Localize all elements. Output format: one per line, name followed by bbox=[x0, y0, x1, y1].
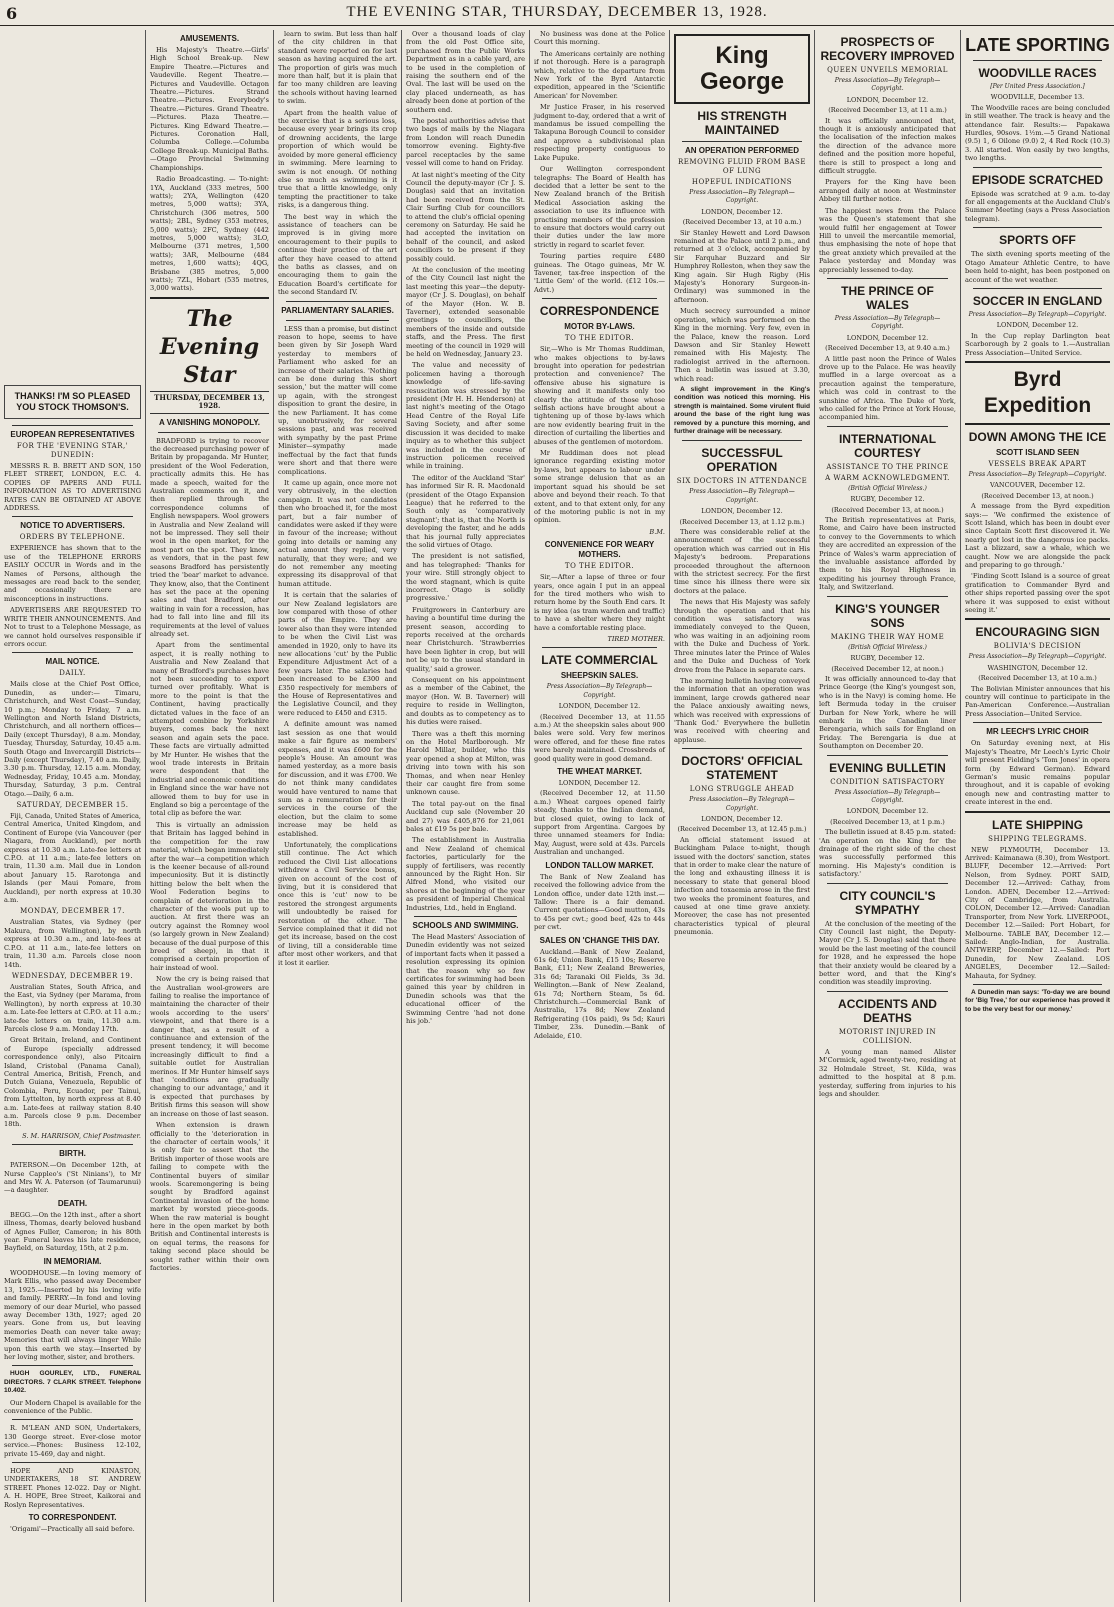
accidents-paragraph: A young man named Alister M'Cormick, aged twenty-two, residing at 32 Holmdale Street, St. Kilda, was admitted to the hospital at 8 p.m. yesterday, suffering from injuries to his legs and shoulder. bbox=[819, 1047, 956, 1098]
hope-ad: HOPE AND KINASTON, UNDERTAKERS, 18 ST. ANDREW STREET. Phones 12-022. Day or Night. A. H. HOPE, Bree Street, Kaikorai and Roslyn Representatives. bbox=[4, 1467, 141, 1509]
younger-sons-sub: MAKING THEIR WAY HOME bbox=[830, 632, 945, 641]
mail-monday-text: Australian States, via Sydney (per Makura, from Wellington), by north express at 10.30 a.m., and late-fees at C.P.O. at 11 a.m., late-fee letters on train, 11.30 a.m. Parcels close noon 14th. bbox=[4, 918, 141, 969]
news-paragraph: The establishment in Australia and New Zealand of chemical factories, particularly for the supply of fertilisers, was recently announced by the Right Hon. Sir Alfred Mond, who visited our shores at the beginning of the year as president of Imperial Chemical Industries, Ltd., held in England. bbox=[406, 836, 525, 912]
byrd-headline: Byrd Expedition bbox=[983, 367, 1092, 417]
news-paragraph: Consequent on his appointment as a member of the Cabinet, the mayor (Hon. W. B. Taverner) will require to reside in Wellington, and doubts as to competency as to his duties were raised. bbox=[406, 676, 525, 727]
younger-sons-heading: KING'S YOUNGER SONS bbox=[835, 601, 940, 630]
byrd-credit: Press Association—By Telegraph—Copyright. bbox=[968, 470, 1107, 478]
evening-bulletin-paragraph: The bulletin issued at 8.45 p.m. stated: 'An operation on the King for the drainage of the right side of the chest was successfully performed this morning. His Majesty's condition is satisfactory.' bbox=[819, 828, 956, 879]
amusements-text: His Majesty's Theatre.—Girls' High School Break-up. New Empire Theatre.—Pictures and Vaudeville. Regent Theatre.—Pictures and Vaudeville. Octagon Theatre.—Pictures. Strand Theatre.—Pictures. Everybody's Theatre.—Pictures. Grand Theatre.—Pictures. Plaza Theatre.—Pictures. King Edward Theatre.—Pictures. Coronation Hall, Columba College.—Columba College Break-up. Municipal Baths.—Otago Provincial Swimming Championships. bbox=[150, 46, 269, 172]
king-george-paragraph: Sir Stanley Hewett and Lord Dawson remained at the Palace until 2 p.m., and returned at 3 o'clock, accompanied by Sir Farquhar Buzzard and Sir Humphrey Rolleston, when they saw the King again. Sir Hugh Rigby (His Majesty's Honorary Surgeon-in-Ordinary) was summoned in the afternoon. bbox=[674, 228, 810, 304]
intl-courtesy-sub: ASSISTANCE TO THE PRINCE bbox=[826, 462, 949, 471]
running-head: THE EVENING STAR, THURSDAY, DECEMBER 13, 1928. bbox=[346, 4, 768, 20]
soccer-credit: Press Association—By Telegraph—Copyright. bbox=[968, 310, 1107, 318]
editorial-paragraph: The best way in which the assistance of teachers can be improved is in giving more encouragement to their pupils to continue their practice of the art after they have ceased to attend the baths as classes, and on encouraging them to gain the Education Board's certificate for the second Standard IV. bbox=[278, 212, 397, 297]
accidents-sub: MOTORIST INJURED IN COLLISION. bbox=[838, 1027, 937, 1045]
parliament-paragraph: Unfortunately, the complications still continue. The Act which reduced the Civil List allocations withdrew a Civil Service bonus, given on account of the cost of living, but it is considered that once this is 'cut' now to be restored the strongest arguments will undoubtedly be raised for restoration of the other. The Service complained that it did not get its increase, based on the cost of living, till a considerable time after most other workers, and that it lost it earlier. bbox=[278, 840, 397, 967]
byrd-received: (Received December 13, at noon.) bbox=[981, 491, 1094, 500]
big-tree-ad: A Dunedin man says: 'To-day we are bound for 'Big Tree,' for our experience has proved it to be the very best for our money.' bbox=[965, 989, 1110, 1013]
mail-wednesday-text: Australian States, South Africa, and the East, via Sydney (per Marama, from Wellington), by north express at 10.30 a.m. Late-fee letters at C.P.O. at 11 a.m.; late-fee letters on train, 11.30 a.m. Parcels close 9 a.m. Monday 17th. bbox=[4, 982, 141, 1033]
lyric-choir-heading: MR LEECH'S LYRIC CHOIR bbox=[986, 727, 1089, 737]
motor-heading: MOTOR BY-LAWS. bbox=[564, 322, 635, 332]
younger-sons-received: (Received December 12, at noon.) bbox=[831, 664, 944, 673]
encouraging-sign-credit: Press Association—By Telegraph—Copyright. bbox=[968, 653, 1107, 661]
weary-heading: CONVENIENCE FOR WEARY MOTHERS. bbox=[544, 540, 655, 560]
column-4 bbox=[401, 30, 529, 1602]
prince-paragraph: A little past noon the Prince of Wales drove up to the Palace. He was heavily muffled in a large overcoat as a precaution against the temperature, which was cold in contrast to the sunshine of Africa. The Duke of York, who called for the Prince at York House, accompanied him. bbox=[819, 354, 956, 422]
byrd-sub-3: VESSELS BREAK APART bbox=[988, 459, 1087, 468]
mail-daily: DAILY. bbox=[59, 669, 86, 678]
parliament-paragraph: LESS than a promise, but distinct reason to hope, seems to have been given by Sir Joseph Ward yesterday to members of Parliament who asked for an increase of their salaries. 'Nothing can be done during this short session,' but the matter will come up again, with the strongest disposition to grant the desire, in the new Parliament. It has come up, unobtrusively, for several sessions past, and was received with sympathy by the past Prime Minister—sympathy made ineffectual by the fact that funds were short and that there were complications. bbox=[278, 324, 397, 476]
sheepskin-credit: Press Association—By Telegraph—Copyright. bbox=[546, 683, 653, 699]
byrd-sub-2: SCOTT ISLAND SEEN bbox=[995, 447, 1080, 457]
evening-bulletin-dateline: LONDON, December 12. bbox=[846, 807, 929, 816]
news-paragraph: The Americans certainly are nothing if not thorough. Here is a paragraph which, relative to the departure from New York of the Byrd Antarctic expedition, appeared in the 'Scientific American' for November. bbox=[534, 49, 665, 100]
notice-text-2: ADVERTISERS ARE REQUESTED TO WRITE THEIR ANNOUNCEMENTS. And Not to trust to a Telephone Message, as we cannot hold ourselves responsible if errors occur. bbox=[4, 606, 141, 648]
king-george-sub-2: AN OPERATION PERFORMED bbox=[684, 146, 800, 155]
correspondent-text: 'Origami'—Practically all said before. bbox=[10, 1525, 135, 1534]
news-paragraph: The value and necessity of policemen having a thorough knowledge of life-saving resuscitation was stressed by the president (Mr H. H. Henderson) at last night's meeting of the Otago Head Centre of the Royal Life Saving Society, and after some discussion it was decided to make inquiry as to whether this subject was included in the course of instruction policemen received while in training. bbox=[406, 361, 525, 471]
motor-signature: B.M. bbox=[649, 527, 665, 536]
king-george-credit: Press Association—By Telegraph—Copyright. bbox=[689, 189, 795, 205]
news-paragraph: Our Wellington correspondent telegraphs: The Board of Health has decided that a letter be sent to the New Zealand branch of the British Medical Association asking the association to use its influence with practising members of the profession to ensure that doctors would carry out their duties under the law more strictly in regard to scarlet fever. bbox=[534, 165, 665, 249]
soccer-paragraph: In the Cup replay Darlington beat Scarborough by 2 goals to 1.—Australian Press Association—United Service. bbox=[965, 331, 1110, 357]
successful-operation-credit: Press Association—By Telegraph—Copyright. bbox=[689, 488, 795, 504]
news-paragraph: The postal authorities advise that two bags of mails by the Niagara from London will reach Dunedin tomorrow evening. Eighty-five parcel receptacles by the same vessel will come to hand on Friday. bbox=[406, 117, 525, 168]
intl-courtesy-credit: (British Official Wireless.) bbox=[848, 484, 927, 492]
schools-heading: SCHOOLS AND SWIMMING. bbox=[412, 921, 519, 931]
column-5 bbox=[529, 30, 669, 1602]
mail-text: Mails close at the Chief Post Office, Dunedin, as under:— Timaru, Christchurch, and West Coast—Sunday, 10 p.m.; Monday to Friday, 7 a.m. Wellington and North Island Districts, Christchurch, and all northern offices—Daily (except Thursday), 8 a.m. Monday, Tuesday, Thursday, Saturday, 10.45 a.m. South Otago and Invercargill Districts—Daily (except Thursday), 7.40 a.m. Daily, 3.30 p.m. Thursday, 12.15 a.m. Monday, Wednesday, Friday, 10.45 a.m. Monday, Thursday, Saturday, 3 p.m. Central Otago.—Daily, 6 a.m. bbox=[4, 680, 141, 798]
encouraging-sign-received: (Received December 13, at 10 a.m.) bbox=[978, 674, 1097, 683]
soccer-heading: SOCCER IN ENGLAND bbox=[972, 293, 1103, 308]
radio-text: Radio Broadcasting. — To-night: 1YA, Auckland (333 metres, 500 watts); 2YA, Wellington (420 metres, 5,000 watts); 3YA, Christchurch (306 metres, 500 watts); 2BL, Sydney (353 metres, 5,000 watts); 2FC, Sydney (442 metres, 5,000 watts); 3LO, Melbourne (371 metres, 1,500 watts); 3AR, Melbourne (484 metres, 1,600 watts); 4QG, Brisbane (385 metres, 5,000 watts); 7ZL, Hobart (535 metres, 3,000 watts). bbox=[150, 175, 269, 293]
sheepskin-text: (Received December 13, at 11.55 a.m.) At the sheepskin sales about 900 bales were sold. Very few merinos were offered, and for these fine rates were barely maintained. Crossbreds of good quality were in good demand. bbox=[534, 712, 665, 763]
sheepskin-heading: SHEEPSKIN SALES. bbox=[560, 671, 639, 681]
masthead bbox=[0, 0, 1114, 26]
shipping-paragraph: NEW PLYMOUTH, December 13. Arrived: Kaimanawa (8.30), from Westport. BLUFF, December 12.—Arrived: Port Nelson, from Sydney. PORT SAID, December 12.—Arrived: Cathay, from London. ADEN, December 12.—Arrived: City of Cambridge, from Australia. COLON, December 12.—Arrived: Canadian Transporter, from New York. LIVERPOOL, December 12.—Sailed: Port Hobart, for Melbourne. TABLE BAY, December 12.—Sailed: Anglo-Indian, for Australia. ANTWERP, December 12.—Sailed: Port Dunedin, for New Zealand. LOS ANGELES, December 12.—Sailed: Mahauta, for Sydney. bbox=[965, 845, 1110, 980]
prospects-heading: PROSPECTS OF RECOVERY IMPROVED bbox=[820, 35, 955, 63]
doctors-statement-heading: DOCTORS' OFFICIAL STATEMENT bbox=[681, 754, 803, 783]
mail-saturday: SATURDAY, DECEMBER 15. bbox=[16, 801, 129, 809]
column-1 bbox=[0, 30, 145, 1602]
younger-sons-credit: (British Official Wireless.) bbox=[848, 643, 927, 651]
column-8 bbox=[960, 30, 1114, 1602]
king-george-headline: King George bbox=[699, 42, 785, 95]
doctors-statement-received: (Received December 13, at 12.45 p.m.) bbox=[677, 825, 807, 834]
tallow-heading: LONDON TALLOW MARKET. bbox=[545, 860, 654, 870]
successful-operation-received: (Received December 13, at 1.12 p.m.) bbox=[679, 517, 805, 526]
successful-operation-dateline: LONDON, December 12. bbox=[701, 507, 783, 516]
wheat-text: (Received December 12, at 11.50 a.m.) Wheat cargoes opened fairly steady, thanks to the Indian demand, but closed quiet, owing to lack of support from Argentina. Cargoes by three unnamed steamers for India: May, August, were sold at 43s. Parcels Australian and unchanged. bbox=[534, 789, 665, 857]
evening-bulletin-sub: CONDITION SATISFACTORY bbox=[830, 777, 945, 786]
younger-sons-paragraph: It was officially announced to-day that Prince George (the King's youngest son, who is in the Navy) is coming home. He left Bermuda today in the cruiser Durban for New York, where he will embark in the Canadian liner Berengaria, which sails for England on Friday. The Berengaria is due at Southampton on December 20. bbox=[819, 674, 956, 751]
successful-operation-paragraph: There was considerable relief at the announcement of the successful operation which was carried out in His Majesty's bedroom. Preparations proceeded throughout the afternoon with the strictest secrecy. For the first time since his illness there were six doctors at the palace. bbox=[674, 528, 810, 595]
mail-wednesday: WEDNESDAY, DECEMBER 19. bbox=[11, 971, 134, 980]
column-7 bbox=[814, 30, 960, 1602]
leader-paragraph: This is virtually an admission that Britain has lagged behind in the competition for the raw material, which began immediately after the war—a competition which is the keener because of all-round impecuniosity. But it is distinctly hitting below the belt when the Wool Federation begins to complain of deterioration in the character of the wools put up to auction. At first there was an outcry against the Romney wool (so largely grown in New Zealand) because of the dual purpose of this breed of sheep), in that it comprised a certain proportion of hair instead of wool. bbox=[150, 820, 269, 972]
news-paragraph: Fruitgrowers in Canterbury are having a bountiful time during the present season, according to reports received at the orchards near Christchurch. 'Strawberries have been lighter in crop, but will not be up to the usual standard in quality,' said a grower. bbox=[406, 605, 525, 673]
encouraging-sign-heading: ENCOURAGING SIGN bbox=[975, 625, 1100, 640]
sales-heading: SALES ON 'CHANGE THIS DAY. bbox=[539, 935, 660, 945]
late-commercial-heading: LATE COMMERCIAL bbox=[541, 653, 658, 668]
soccer-dateline: LONDON, December 12. bbox=[996, 321, 1079, 330]
prospects-paragraph: The happiest news from the Palace was the Queen's statement that she would fulfil her engagement at Tower Hill to unveil the mercantile memorial, thus emphasising the note of hope that the great anxiety which prevailed at the Palace yesterday and Monday was appreciably lessened to-day. bbox=[819, 206, 956, 274]
sheepskin-dateline: LONDON, December 12. bbox=[558, 702, 641, 711]
prince-heading: THE PRINCE OF WALES bbox=[841, 283, 934, 312]
euro-reps-heading: EUROPEAN REPRESENTATIVES bbox=[10, 430, 135, 439]
king-george-sub-4: HOPEFUL INDICATIONS bbox=[691, 178, 793, 186]
sports-off-paragraph: The sixth evening sports meeting of the Otago Amateur Athletic Centre, to have been held to-night, has been postponed on account of the wet weather. bbox=[965, 250, 1110, 284]
city-council-paragraph: At the conclusion of the meeting of the City Council last night, the Deputy-Mayor (Cr J. S. Douglas) said that there would be the last meeting of the council for 1928, and he expressed the hope that their anxiety would be cleared by a better word, and that the King's condition was steadily improving. bbox=[819, 919, 956, 987]
notice-heading: NOTICE TO ADVERTISERS. bbox=[20, 521, 125, 531]
prospects-received: (Received December 13, at 11 a.m.) bbox=[828, 106, 947, 115]
intl-courtesy-dateline: RUGBY, December 12. bbox=[850, 495, 925, 504]
doctors-statement-sub: LONG STRUGGLE AHEAD bbox=[689, 785, 795, 794]
intl-courtesy-heading: INTERNATIONAL COURTESY bbox=[838, 431, 937, 460]
leader-paragraph: Now the cry is being raised that the Australian wool-growers are failing to realise the importance of maintaining the character of their wools according to the users' viewpoint, and that there is a danger that, as a result of a continuance and extension of the present tendency, it will become increasingly difficult to find a suitable outlet for Australian merinos. If Mr Hunter himself says that 'conditions are gradually changing to our advantage,' and it is expected that purchases by British firms this season will show an increase on those of last season. bbox=[150, 975, 269, 1118]
prospects-paragraph: Prayers for the King have been arranged daily at noon at Westminster Abbey till further notice. bbox=[819, 178, 956, 204]
wheat-dateline: LONDON, December 12. bbox=[558, 779, 641, 788]
leader-paragraph: Apart from the sentimental aspect, it is really nothing to Australia and New Zealand that many of Bradford's purchases have not been succeeding to export turned over profitably. What is more to the point is that the Continent, having practically dictated values in the face of an attempted combine by Yorkshire buyers, comes back the next season and again sets the pace. These facts are virtually admitted by Mr Hunter. He wishes that the wool trade interests in Britain were despondent that the industrial and economic conditions in England since the war have not allowed them to buy for use in England so big a percentage of the total clip as before the war. bbox=[150, 641, 269, 818]
byrd-sub-1: DOWN AMONG THE ICE bbox=[968, 429, 1107, 444]
motor-sub: TO THE EDITOR. bbox=[564, 334, 635, 343]
doctors-statement-dateline: LONDON, December 12. bbox=[701, 814, 783, 823]
letter-paragraph: Mr Ruddiman does not plead ignorance regarding existing motor by-laws, but appears to labour under some strange delusion that as an important squad his should be set above and beyond their reach. To that extent, and to that extent only, for any of the motoring public is not in my opinion. bbox=[534, 449, 665, 525]
correspondence-heading: CORRESPONDENCE bbox=[539, 304, 660, 319]
younger-sons-dateline: RUGBY, December 12. bbox=[850, 654, 925, 663]
successful-operation-sub: SIX DOCTORS IN ATTENDANCE bbox=[676, 477, 808, 486]
news-paragraph: No business was done at the Police Court this morning. bbox=[534, 30, 665, 47]
news-paragraph: Mr Justice Fraser, in his reserved judgment to-day, ordered that a writ of mandamus be issued compelling the Takapuna Borough Council to consider and approve a subdivisional plan respecting property contiguous to Lake Pupuke. bbox=[534, 103, 665, 162]
parliament-paragraph: It is certain that the salaries of our New Zealand legislators are low compared with those of other parts of the Empire. They are lower also than they were intended to be when the Civil List was amended in 1920, only to have its new allocations 'cut' by the Public Expenditure Adjustment Act of a few years later. The salaries had been increased to be £300 and £350 respectively for members of the House of Representatives and the Legislative Council, and they were reduced to £450 and £315. bbox=[278, 591, 397, 717]
column-6 bbox=[669, 30, 814, 1602]
evening-bulletin-credit: Press Association—By Telegraph—Copyright. bbox=[834, 788, 941, 804]
news-paragraph: Over a thousand loads of clay from the old Post Office site, purchased from the Public Works Department as in a cable yard, are to be used in the completion of raising the southern end of the Oval. The last will be used on the clay placed underneath, as has already been done at portion of the southern end. bbox=[406, 30, 525, 114]
editorial-paragraph: learn to swim. But less than half of the city children in that standard were reported on for last season as having acquired the art. The proportion of girls was much more than half, but it is plain that far too many children are leaving the schools without having learned to swim. bbox=[278, 30, 397, 106]
weary-sub: TO THE EDITOR. bbox=[564, 562, 635, 571]
column-2 bbox=[145, 30, 273, 1602]
sales-text: Auckland.—Bank of New Zealand, 61s 6d; Union Bank, £15 10s; Reserve Bank, £11; New Zealand Breweries, 31s 6d; Taranaki Oil Fields, 3s 3d. Wellington.—Bank of New Zealand, 61s 7d; Northern Steam, 5s 6d. Christchurch.—Commercial Bank of Australia, 17s 8d; New Zealand Refrigerating (10s paid), 9s 5d; Kauri Timber, 23s. Dunedin.—Bank of Adelaide, £10. bbox=[534, 947, 665, 1040]
prince-received: (Received December 13, at 9.40 a.m.) bbox=[825, 344, 950, 353]
king-george-bulletin: A slight improvement in the King's condition was noticed this morning. His strength is maintained. Some virulent fluid around the base of the right lung was removed by a puncture this morning, and further drainage will be necessary. bbox=[674, 385, 810, 435]
wheat-heading: THE WHEAT MARKET. bbox=[557, 767, 642, 777]
parliament-heading: PARLIAMENTARY SALARIES. bbox=[281, 305, 394, 315]
correspondent-heading: TO CORRESPONDENT. bbox=[28, 1513, 117, 1523]
birth-text: PATERSON.—On December 12th, at Nurse Cappleo's ('St Ninians'), to Mr and Mrs W. A. Paterson (of Taumarunui)—a daughter. bbox=[4, 1161, 141, 1195]
doctors-statement-credit: Press Association—By Telegraph—Copyright. bbox=[689, 796, 795, 812]
gourley-note: Our Modern Chapel is available for the convenience of the Public. bbox=[4, 1398, 141, 1415]
intl-courtesy-received: (Received December 13, at noon.) bbox=[831, 505, 944, 514]
editorial-paragraph: Apart from the health value of the exercise that is a serious loss, because every year brings its crop of drowning accidents, the large proportion of which would be avoided by more general efficiency in swimming. Mere learning to swim is not enough. Of nothing else so much as swimming is it true that a little knowledge, only tempting the practitioner to take risks, is a dangerous thing. bbox=[278, 108, 397, 210]
mail-monday: MONDAY, DECEMBER 17. bbox=[20, 907, 125, 916]
prince-credit: Press Association—By Telegraph—Copyright. bbox=[834, 314, 941, 331]
news-paragraph: The president is not satisfied, and has telegraphed: 'Thanks for your wire. Still strongly object to the word stagnant, which is quite incorrect. Otago is solidly progressive.' bbox=[406, 552, 525, 603]
prospects-paragraph: It was officially announced that, though it is anxiously anticipated that the localisation of the infection makes the direction of the advance more defined and the position more hopeful, there is still to prospect a long and difficult struggle. bbox=[819, 116, 956, 176]
mail-signature: S. M. HARRISON, Chief Postmaster. bbox=[22, 1131, 141, 1140]
sports-off-heading: SPORTS OFF bbox=[999, 233, 1076, 248]
gourley-ad: HUGH GOURLEY, LTD., FUNERAL DIRECTORS. 7 CLARK STREET. Telephone 10.402. bbox=[4, 1370, 141, 1395]
king-george-headline-box bbox=[674, 34, 810, 104]
memoriam-text: WOODHOUSE.—In loving memory of Mark Ellis, who passed away December 13, 1925.—Inserted by his loving wife and family. PERRY.—In fond and loving memory of our dear Muriel, who passed away December 13th, 1927; aged 20 years. Gone from us, but leaving memories Death can never take away; Memories that will always linger While upon this earth we stay.—Inserted by her loving mother, sister, and brothers. bbox=[4, 1268, 141, 1361]
successful-operation-paragraph: The morning bulletin having conveyed the information that an operation was imminent, large crowds gathered near the Palace anxiously awaiting news, which was received with expressions of 'Thank God.' Everywhere the bulletin was received with cheering and applause. bbox=[674, 676, 810, 744]
mail-saturday-text: Fiji, Canada, United States of America, Central America, United Kingdom, and Continent of Europe (via Vancouver (per Niagara, from Auckland), per north express at 10.30 a.m. Late-fee letters at C.P.O. at 11 a.m.; late-fee letters on train, 11.30 a.m. Mail due in London about January 15. Rarotonga and Islands (per Maui Pomare, from Auckland), per north express at 10.30 a.m. bbox=[4, 812, 141, 905]
leader-heading: A VANISHING MONOPOLY. bbox=[158, 417, 261, 427]
successful-operation-heading: SUCCESSFUL OPERATION bbox=[701, 446, 783, 475]
prince-dateline: LONDON, December 12. bbox=[846, 333, 929, 342]
prospects-sub: QUEEN UNVEILS MEMORIAL bbox=[827, 66, 948, 74]
tallow-text: The Bank of New Zealand has received the following advice from the London office, under date 12th inst.—Tallow: There is a fair demand. Current quotations—Good mutton, 43s to 45s per cwt.; good beef, 42s to 44s per cwt. bbox=[534, 872, 665, 932]
byrd-paragraph: A message from the Byrd expedition says:— 'We confirmed the existence of Scott Island, which has been in doubt ever since Captain Scott first discovered it. We nearly got lost in the dangerous ice packs. Last a blizzard, saw a whale, which we caught. Now we are alongside the pack and preparing to go through.' bbox=[965, 502, 1110, 569]
king-george-dateline: LONDON, December 12. bbox=[701, 207, 783, 216]
city-council-heading: CITY COUNCIL'S SYMPATHY bbox=[839, 888, 936, 917]
king-george-received: (Received December 13, at 10 a.m.) bbox=[682, 218, 802, 227]
news-paragraph: The total pay-out on the final Auckland cup sale (November 20 and 27) was £405,876 for 21,061 bales at £19 5s per bale. bbox=[406, 799, 525, 833]
shipping-telegrams-sub: SHIPPING TELEGRAMS. bbox=[988, 834, 1087, 843]
king-george-sub-1: HIS STRENGTH MAINTAINED bbox=[697, 109, 787, 137]
edition-date: THURSDAY, DECEMBER 13, 1928. bbox=[150, 391, 269, 414]
birth-heading: BIRTH. bbox=[59, 1149, 86, 1159]
encouraging-sign-sub: BOLIVIA'S DECISION bbox=[993, 642, 1082, 651]
woodville-credit: [Per United Press Association.] bbox=[990, 83, 1085, 90]
death-heading: DEATH. bbox=[57, 1198, 88, 1208]
intl-courtesy-paragraph: The British representatives at Paris, Rome, and Cairo have been instructed to convey to the Governments to which they are accredited an expression of the Prince of Wales's warm appreciation of the invaluable assistance afforded by them to his Royal Highness in expediting his journey through France, Italy, and Switzerland. bbox=[819, 516, 956, 592]
prospects-dateline: LONDON, December 12. bbox=[846, 95, 929, 104]
page-number: 6 bbox=[6, 4, 18, 23]
notice-text: EXPERIENCE has shown that to the use of the TELEPHONE ERRORS EASILY OCCUR in Words and in the Names of Persons, although the messages are read back to the sender, and occasionally there are misconceptions in instructions. bbox=[4, 544, 141, 603]
leader-paragraph: When extension is drawn officially to the 'deterioration in the character of certain wools,' it is only fair to assert that the British importer of those wools are failing to compete with the Continental buyers of similar wools. Scaremongering is being sought by Bradford against Continental invasion of the home market by worsted piece-goods. When the raw material is bought here in the open market by both British and Continental interests is on equal terms, the reasons for taking second place should be sought rather within their own factories. bbox=[150, 1121, 269, 1272]
evening-bulletin-received: (Received December 13, at 1 p.m.) bbox=[830, 817, 945, 826]
nameplate: The Evening Star bbox=[159, 305, 260, 388]
king-george-paragraph: Much secrecy surrounded a minor operation, which was performed on the King in the morning. Very few, even in the Palace, knew the reason. Lord Dawson and Sir Stanley Hewett remained with His Majesty. The radiologist arrived in the afternoon. Then a bulletin was issued at 3.30, which read: bbox=[674, 307, 810, 383]
woodville-heading: WOODVILLE RACES bbox=[978, 66, 1097, 80]
death-text: BEGG.—On the 12th inst., after a short illness, Thomas, dearly beloved husband of Agnes Fuller, Cameron; in his 80th year. Funeral leaves his late residence, Bayfield, on Saturday, 15th, at 2 p.m. bbox=[4, 1210, 141, 1253]
episode-heading: EPISODE SCRATCHED bbox=[971, 172, 1104, 187]
mail-heading: MAIL NOTICE. bbox=[45, 657, 100, 667]
accidents-heading: ACCIDENTS AND DEATHS bbox=[838, 996, 937, 1025]
king-george-sub-3: REMOVING FLUID FROM BASE OF LUNG bbox=[678, 158, 806, 175]
episode-paragraph: Episode was scratched at 9 a.m. to-day for all engagements at the Auckland Club's Summer Meeting (says a Press Association telegram). bbox=[965, 189, 1110, 223]
notice-sub: ORDERS BY TELEPHONE. bbox=[19, 533, 126, 542]
woodville-dateline: WOODVILLE, December 13. bbox=[990, 93, 1085, 102]
intl-courtesy-sub-2: A WARM ACKNOWLEDGMENT. bbox=[825, 473, 950, 482]
byrd-paragraph: 'Finding Scott Island is a source of great gratification to Commander Byrd and other ships reported passing over the spot where it was supposed to exist without seeing it.' bbox=[965, 572, 1110, 615]
woodville-paragraph: The Woodville races are being concluded in still weather. The track is heavy and the attendance fair. Results:— Papakawa Hurdles, 90sovs. 1½m.—5 Grand National (9.5) 1, 6 Oilone (9.0) 2, 4 Red Rock (10.3) 3. All started. Won easily by two lengths, two lengths. bbox=[965, 103, 1110, 163]
news-paragraph: Touring parties require £480 guineas. The Otago guineas, Mr W. Tavener, tax-free inspection of the 'Little Gem' of the world. (£12 10s.—Advt.) bbox=[534, 252, 665, 294]
column-3 bbox=[273, 30, 401, 1602]
amusements-heading: AMUSEMENTS. bbox=[179, 34, 240, 43]
euro-reps-text: MESSRS R. B. BRETT AND SON, 150 FLEET STREET, LONDON, E.C. 4. COPIES OF PAPERS AND FULL INFORMATION AS TO ADVERTISING RATES CAN BE OBTAINED AT ABOVE ADDRESS. bbox=[4, 462, 141, 513]
encouraging-sign-dateline: WASHINGTON, December 12. bbox=[987, 663, 1088, 672]
byrd-dateline: VANCOUVER, December 12. bbox=[989, 481, 1086, 490]
thomsons-ad: THANKS! I'M SO PLEASED YOU STOCK THOMSON'S. bbox=[4, 385, 141, 419]
letter-paragraph: Sir,—After a lapse of three or four years, once again I put in an appeal for the tired mothers who wish to return home by the South End cars. It is my idea (as tram warden and traffic) to have a shelter where they might have a comfortable resting place. bbox=[534, 573, 665, 632]
mclean-ad: R. M'LEAN AND SON, Undertakers, 130 George street. Ever-close motor service.—Phones: Business 12-102, private 15-469, day and night. bbox=[4, 1424, 141, 1458]
euro-reps-sub: FOR THE 'EVENING STAR,' DUNEDIN: bbox=[16, 442, 129, 459]
parliament-paragraph: A definite amount was named last session as one that would make a fair figure as members' expenses, and it was £600 for the people's House. An amount was named yesterday, as a more basis for discussion, and it was £700. We do not think many candidates would have ventured to name that sum as a remuneration for their services in the course of the election, but the claim to some increase may be held as established. bbox=[278, 720, 397, 838]
lyric-choir-paragraph: On Saturday evening next, at His Majesty's Theatre, Mr Leech's Lyric Choir will present Fielding's 'Tom Jones' in opera form (by Edward German). Edward German's music remains popular throughout, and it is capable of evoking enough new and contrasting matter to create interest in the end. bbox=[965, 739, 1110, 807]
leader-paragraph: BRADFORD is trying to recover the decreased purchasing power of Britain by propaganda. Mr Hunter, president of the Wool Federation, practically admits this. He has made a speech, waited for the Australian comments on it, and then replied through the correspondence columns of English newspapers. Wool growers in Australia and New Zealand will not be impressed. They sell their wool in the open market, for the most part on the spot. They know, as vendors, that in the past few seasons Bradford has persistently tried the 'bear' market to advance. They know, also, that the Continent has set the pace at the opening sales and that Bradford, after waiting in vain for a recession, has had to fall into line and fill its requirements at the level of values already set. bbox=[150, 436, 269, 638]
evening-bulletin-heading: EVENING BULLETIN bbox=[829, 760, 946, 775]
prospects-credit: Press Association—By Telegraph—Copyright. bbox=[834, 77, 941, 93]
weary-signature: TIRED MOTHER. bbox=[607, 634, 665, 643]
successful-operation-paragraph: The news that His Majesty was safely through the operation and that his condition was satisfactory was immediately conveyed to the Queen, who was waiting in an adjoining room with the Duke and Duchess of York. Three minutes later the Prince of Wales and the Duke and Duchess of York drove from the Palace in separate cars. bbox=[674, 598, 810, 674]
memoriam-heading: IN MEMORIAM. bbox=[43, 1256, 102, 1266]
news-paragraph: At last night's meeting of the City Council the deputy-mayor (Cr J. S. Douglas) said that an invitation had been received from the St. Clair Surfing Club for councillors to attend the club's official opening ceremony on Saturday. He said he had accepted the invitation on behalf of the council, and asked councillors to be present if they possibly could. bbox=[406, 170, 525, 263]
news-paragraph: There was a theft this morning on the Hotel Marlborough. Mr Harold Millar, builder, who this year opened a shop at Milton, was driving into town with his son Thomas, and when near Henley their car caught fire from some unknown cause. bbox=[406, 729, 525, 797]
news-paragraph: The Head Masters' Association of Dunedin evidently was not seized of important facts when it passed a resolution expressing its opinion that the reason why so few certificates for swimming had been gained this year by children in Dunedin schools was that the educational officer of the Swimming Centre 'had not done his job.' bbox=[406, 933, 525, 1026]
mail-gb-text: Great Britain, Ireland, and Continent of Europe (specially addressed correspondence only), also Pitcairn Island, Cristobal (Panama Canal), Central America, British, French, and Dutch Guiana, Venezuela, Republic of Colombia, Peru, Ecuador, per Tainui, from Lyttelton, by north express at 8.40 a.m. Late-fees at railway station 8.40 a.m. Parcels close 9 p.m. December 18th. bbox=[4, 1036, 141, 1129]
late-shipping-heading: LATE SHIPPING bbox=[991, 817, 1084, 832]
late-sporting-heading: LATE SPORTING bbox=[965, 35, 1110, 55]
parliament-paragraph: It came up again, once more not very obtrusively, in the election campaign. It was not candidates then who broached it, for the most part, but a fair number of candidates were asked if they were in favour of the increase; without going into details or naming any actual amount they replied, very naturally, that they were; and we do not remember any meeting expressing its disapproval of that human attitude. bbox=[278, 478, 397, 588]
letter-paragraph: Sir,—Who is Mr Thomas Ruddiman, who makes objections to by-laws brought into operation for pedestrian protection and convenience? The offensive abuse his signature is showing and it manifests only too clearly the attitude of those whose selfish actions have brought about a tightening up of those by-laws which are now evidently bearing fruit in the direction of curtailing the liberties and abuses of the gentlemen of motordom. bbox=[534, 345, 665, 446]
news-paragraph: The editor of the Auckland 'Star' has informed Sir R. R. Macdonald (president of the Otago Expansion League) that he referred to the South only as 'comparatively stagnant'; that is, that the North is developing the faster, and he adds that his journal fully appreciates the solid virtues of Otago. bbox=[406, 473, 525, 549]
doctors-statement-paragraph: An official statement issued at Buckingham Palace to-night, though issued with the doctors' sanction, states that in order to make clear the nature of the long and exhausting illness it is necessary to state that general blood infection and toxaemia arose in the first two weeks the prominent features, and caused at one time grave anxiety. Moreover, the case has not presented characteristics typical of pleural pneumonia. bbox=[674, 835, 810, 937]
news-paragraph: At the conclusion of the meeting of the City Council last night the last meeting this year—the deputy-mayor (Cr J. S. Douglas), on behalf of the Mayor (Hon. W. B. Taverner), extended seasonable greetings to councillors, the members of the inside and outside staffs, and the Press. The first meeting of the council in 1929 will be held on Wednesday, January 23. bbox=[406, 265, 525, 359]
encouraging-sign-paragraph: The Bolivian Minister announces that his country will continue to participate in the Pan-American Conference.—Australian Press Association—United Service. bbox=[965, 684, 1110, 718]
